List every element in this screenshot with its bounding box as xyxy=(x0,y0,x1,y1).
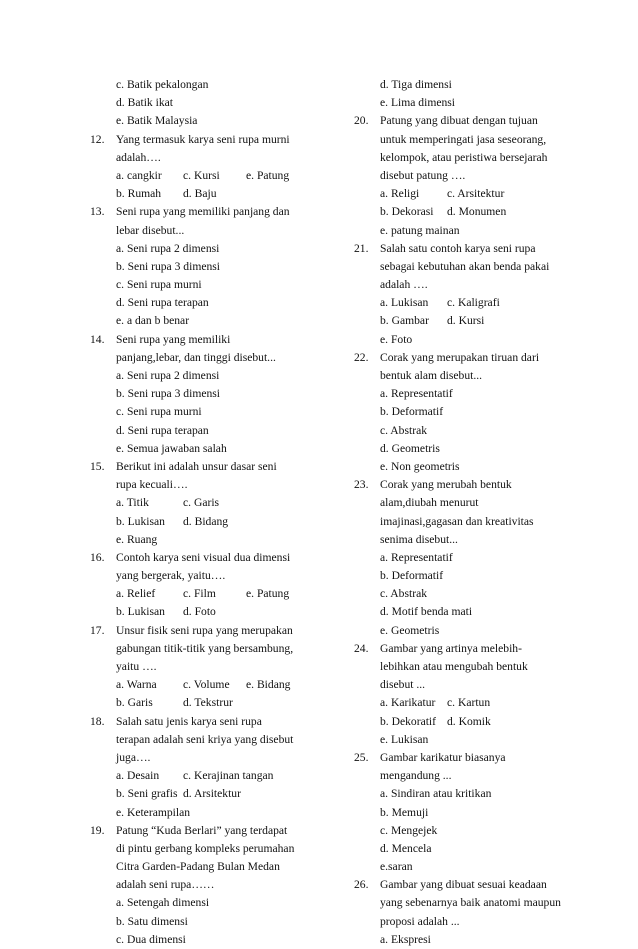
line-text: d. Tiga dimensi xyxy=(380,78,452,91)
text-line xyxy=(90,749,340,767)
text-line xyxy=(354,94,584,112)
line-text: c. Seni rupa murni xyxy=(116,278,202,292)
options-row xyxy=(90,694,340,712)
question-text: Patung “Kuda Berlari” yang terdapat xyxy=(116,823,288,837)
text-line xyxy=(354,676,584,694)
line-text: sebagai kebutuhan akan benda pakai xyxy=(380,259,550,273)
text-line xyxy=(354,840,584,858)
text-line xyxy=(90,385,340,403)
text-line xyxy=(354,422,584,440)
left-column xyxy=(90,76,340,949)
text-line xyxy=(90,349,340,367)
options-row xyxy=(354,713,584,731)
question-line xyxy=(90,131,340,149)
question-text: Seni rupa yang memiliki panjang dan xyxy=(116,205,290,219)
text-line xyxy=(90,367,340,385)
question-number: 15. xyxy=(90,459,105,473)
text-line xyxy=(90,276,340,294)
question-text: Berikut ini adalah unsur dasar seni xyxy=(116,459,277,473)
line-text: b. Seni rupa 3 dimensi xyxy=(116,259,221,273)
line-text: a. Ekspresi xyxy=(380,932,431,946)
text-line xyxy=(90,640,340,658)
question-line xyxy=(90,549,340,567)
line-text: e. Batik Malaysia xyxy=(116,114,198,128)
text-line xyxy=(90,567,340,585)
text-line xyxy=(90,294,340,312)
text-line xyxy=(90,931,340,949)
text-line xyxy=(354,894,584,912)
text-line xyxy=(354,494,584,512)
text-line xyxy=(354,585,584,603)
answer-option: e. Patung xyxy=(246,168,290,182)
line-text: b. Deformatif xyxy=(380,569,444,583)
question-text: Corak yang merupakan tiruan dari xyxy=(380,350,540,364)
line-text: d. Motif benda mati xyxy=(380,605,473,619)
text-line xyxy=(354,804,584,822)
answer-option: e. Bidang xyxy=(246,678,291,692)
answer-option: c. Volume xyxy=(183,678,230,692)
line-text: b. Memuji xyxy=(380,805,429,819)
text-line xyxy=(354,131,584,149)
line-text: di pintu gerbang kompleks perumahan xyxy=(116,841,295,855)
text-line xyxy=(90,94,340,112)
line-text: senima disebut... xyxy=(380,532,458,546)
text-line xyxy=(354,222,584,240)
text-line xyxy=(90,804,340,822)
question-number: 16. xyxy=(90,550,105,564)
text-line xyxy=(354,603,584,621)
answer-option: d. Kursi xyxy=(447,314,485,328)
answer-option: d. Komik xyxy=(447,714,491,728)
question-text: Unsur fisik seni rupa yang merupakan xyxy=(116,623,293,637)
line-text: a. Seni rupa 2 dimensi xyxy=(116,369,220,382)
text-line xyxy=(90,149,340,167)
question-text: Gambar yang artinya melebih- xyxy=(380,641,522,655)
text-line xyxy=(354,622,584,640)
question-number: 20. xyxy=(354,114,369,128)
line-text: adalah …. xyxy=(380,278,428,292)
question-line xyxy=(354,240,584,258)
options-row xyxy=(354,694,584,712)
answer-option: a. Warna xyxy=(116,678,157,692)
question-text: Salah satu jenis karya seni rupa xyxy=(116,714,262,728)
text-line xyxy=(354,331,584,349)
question-number: 17. xyxy=(90,623,105,637)
question-number: 24. xyxy=(354,641,369,655)
line-text: lebar disebut... xyxy=(116,223,185,237)
question-number: 22. xyxy=(354,350,369,364)
line-text: d. Geometris xyxy=(380,441,440,455)
line-text: a. Seni rupa 2 dimensi xyxy=(116,241,220,255)
options-row xyxy=(90,603,340,621)
line-text: proposi adalah ... xyxy=(380,914,460,928)
question-line xyxy=(354,476,584,494)
text-line xyxy=(354,658,584,676)
options-row xyxy=(90,167,340,185)
question-line xyxy=(90,331,340,349)
line-text: e. Non geometris xyxy=(380,459,460,473)
line-text: terapan adalah seni kriya yang disebut xyxy=(116,732,294,746)
line-text: e. Foto xyxy=(380,332,413,346)
line-text: e. Semua jawaban salah xyxy=(116,441,227,455)
text-line xyxy=(354,513,584,531)
text-line xyxy=(354,276,584,294)
line-text: e. patung mainan xyxy=(380,223,460,237)
options-row xyxy=(90,513,340,531)
text-line xyxy=(354,567,584,585)
answer-option: a. Religi xyxy=(380,187,420,201)
answer-option: d. Monumen xyxy=(447,205,507,219)
question-text: Yang termasuk karya seni rupa murni xyxy=(116,132,290,146)
line-text: untuk memperingati jasa seseorang, xyxy=(380,132,547,146)
text-line xyxy=(354,549,584,567)
answer-option: a. cangkir xyxy=(116,168,162,182)
options-row xyxy=(354,203,584,221)
line-text: e. a dan b benar xyxy=(116,314,190,328)
question-line xyxy=(90,713,340,731)
question-number: 21. xyxy=(354,241,369,255)
line-text: yaitu …. xyxy=(116,660,157,673)
line-text: d. Batik ikat xyxy=(116,96,173,110)
line-text: disebut ... xyxy=(380,678,426,692)
line-text: e. Ruang xyxy=(116,532,158,546)
line-text: e. Geometris xyxy=(380,623,440,637)
line-text: imajinasi,gagasan dan kreativitas xyxy=(380,514,534,528)
answer-option: c. Kerajinan tangan xyxy=(183,769,274,783)
answer-option: d. Bidang xyxy=(183,514,229,528)
question-number: 13. xyxy=(90,205,105,219)
answer-option: b. Seni grafis xyxy=(116,787,178,801)
text-line xyxy=(354,858,584,876)
line-text: lebihkan atau mengubah bentuk xyxy=(380,660,528,673)
answer-option: b. Rumah xyxy=(116,187,162,201)
text-line xyxy=(354,731,584,749)
answer-option: c. Kursi xyxy=(183,168,220,182)
text-line xyxy=(354,767,584,785)
answer-option: b. Gambar xyxy=(380,314,429,328)
question-text: Corak yang merubah bentuk xyxy=(380,478,512,492)
text-line xyxy=(90,76,340,94)
question-line xyxy=(354,640,584,658)
answer-option: a. Desain xyxy=(116,769,160,783)
question-text: Seni rupa yang memiliki xyxy=(116,332,231,346)
answer-option: d. Baju xyxy=(183,187,217,201)
options-row xyxy=(90,767,340,785)
line-text: d. Seni rupa terapan xyxy=(116,423,209,437)
line-text: a. Representatif xyxy=(380,550,453,564)
text-line xyxy=(90,476,340,494)
answer-option: c. Garis xyxy=(183,496,220,510)
text-line xyxy=(354,458,584,476)
options-row xyxy=(354,185,584,203)
text-line xyxy=(354,531,584,549)
text-line xyxy=(90,531,340,549)
line-text: bentuk alam disebut... xyxy=(380,369,483,382)
question-number: 19. xyxy=(90,823,105,837)
line-text: mengandung ... xyxy=(380,769,452,783)
line-text: b. Seni rupa 3 dimensi xyxy=(116,387,221,401)
line-text: a. Setengah dimensi xyxy=(116,896,210,910)
right-column xyxy=(354,76,584,949)
question-text: Patung yang dibuat dengan tujuan xyxy=(380,114,538,128)
question-line xyxy=(354,112,584,130)
question-line xyxy=(354,876,584,894)
line-text: adalah…. xyxy=(116,150,161,164)
answer-option: d. Tekstrur xyxy=(183,696,233,710)
line-text: adalah seni rupa…… xyxy=(116,878,215,892)
line-text: c. Batik pekalongan xyxy=(116,78,209,91)
text-line xyxy=(354,931,584,949)
text-line xyxy=(354,76,584,94)
answer-option: c. Film xyxy=(183,587,216,601)
options-row xyxy=(354,312,584,330)
answer-option: c. Arsitektur xyxy=(447,187,505,201)
text-line xyxy=(90,240,340,258)
answer-option: d. Foto xyxy=(183,605,216,619)
line-text: c. Dua dimensi xyxy=(116,932,186,946)
question-line xyxy=(90,458,340,476)
question-number: 25. xyxy=(354,750,369,764)
question-line xyxy=(354,349,584,367)
question-text: Salah satu contoh karya seni rupa xyxy=(380,241,536,255)
text-line xyxy=(90,731,340,749)
answer-option: b. Garis xyxy=(116,696,153,710)
text-line xyxy=(354,440,584,458)
line-text: a. Representatif xyxy=(380,387,453,401)
options-row xyxy=(90,185,340,203)
text-line xyxy=(90,658,340,676)
line-text: rupa kecuali…. xyxy=(116,478,188,492)
text-line xyxy=(90,894,340,912)
text-line xyxy=(90,422,340,440)
answer-option: b. Lukisan xyxy=(116,514,165,528)
line-text: c. Mengejek xyxy=(380,823,438,837)
question-line xyxy=(90,203,340,221)
text-line xyxy=(90,876,340,894)
line-text: e. Keterampilan xyxy=(116,805,191,819)
line-text: panjang,lebar, dan tinggi disebut... xyxy=(116,350,276,364)
options-row xyxy=(354,294,584,312)
text-line xyxy=(90,112,340,130)
line-text: e.saran xyxy=(380,860,413,874)
answer-option: b. Dekorasi xyxy=(380,205,434,219)
text-line xyxy=(354,149,584,167)
question-number: 26. xyxy=(354,878,369,892)
text-line xyxy=(354,385,584,403)
answer-option: d. Arsitektur xyxy=(183,787,241,801)
answer-option: e. Patung xyxy=(246,587,290,601)
line-text: gabungan titik-titik yang bersambung, xyxy=(116,641,294,655)
line-text: d. Mencela xyxy=(380,841,432,855)
answer-option: c. Kartun xyxy=(447,696,491,710)
text-line xyxy=(354,367,584,385)
text-line xyxy=(354,403,584,421)
answer-option: b. Dekoratif xyxy=(380,714,437,728)
line-text: b. Deformatif xyxy=(380,405,444,419)
question-number: 12. xyxy=(90,132,105,146)
line-text: e. Lukisan xyxy=(380,732,429,746)
line-text: kelompok, atau peristiwa bersejarah xyxy=(380,150,548,164)
text-line xyxy=(354,822,584,840)
line-text: b. Satu dimensi xyxy=(116,914,188,928)
question-text: Gambar yang dibuat sesuai keadaan xyxy=(380,878,547,892)
question-number: 14. xyxy=(90,332,105,346)
text-line xyxy=(90,258,340,276)
text-line xyxy=(90,840,340,858)
text-line xyxy=(90,222,340,240)
line-text: c. Seni rupa murni xyxy=(116,405,202,419)
text-line xyxy=(90,858,340,876)
line-text: c. Abstrak xyxy=(380,587,428,601)
answer-option: a. Lukisan xyxy=(380,296,429,310)
text-line xyxy=(90,403,340,421)
question-line xyxy=(354,749,584,767)
options-row xyxy=(90,676,340,694)
options-row xyxy=(90,494,340,512)
text-line xyxy=(354,167,584,185)
options-row xyxy=(90,785,340,803)
line-text: yang sebenarnya baik anatomi maupun xyxy=(380,896,561,910)
question-line xyxy=(90,822,340,840)
line-text: Citra Garden-Padang Bulan Medan xyxy=(116,860,280,874)
line-text: alam,diubah menurut xyxy=(380,496,479,510)
line-text: disebut patung …. xyxy=(380,168,466,182)
text-line xyxy=(90,913,340,931)
question-number: 23. xyxy=(354,478,369,492)
line-text: e. Lima dimensi xyxy=(380,96,456,110)
answer-option: a. Titik xyxy=(116,496,149,510)
text-line xyxy=(354,258,584,276)
line-text: a. Sindiran atau kritikan xyxy=(380,787,492,801)
answer-option: a. Karikatur xyxy=(380,696,436,710)
text-line xyxy=(90,440,340,458)
line-text: juga…. xyxy=(116,750,151,764)
text-line xyxy=(354,913,584,931)
question-line xyxy=(90,622,340,640)
options-row xyxy=(90,585,340,603)
answer-option: c. Kaligrafi xyxy=(447,296,500,310)
answer-option: b. Lukisan xyxy=(116,605,165,619)
line-text: d. Seni rupa terapan xyxy=(116,296,209,310)
line-text: c. Abstrak xyxy=(380,423,428,437)
question-number: 18. xyxy=(90,714,105,728)
question-text: Gambar karikatur biasanya xyxy=(380,750,506,764)
line-text: yang bergerak, yaitu…. xyxy=(116,569,226,583)
question-text: Contoh karya seni visual dua dimensi xyxy=(116,550,291,564)
answer-option: a. Relief xyxy=(116,587,156,601)
text-line xyxy=(90,312,340,330)
text-line xyxy=(354,785,584,803)
